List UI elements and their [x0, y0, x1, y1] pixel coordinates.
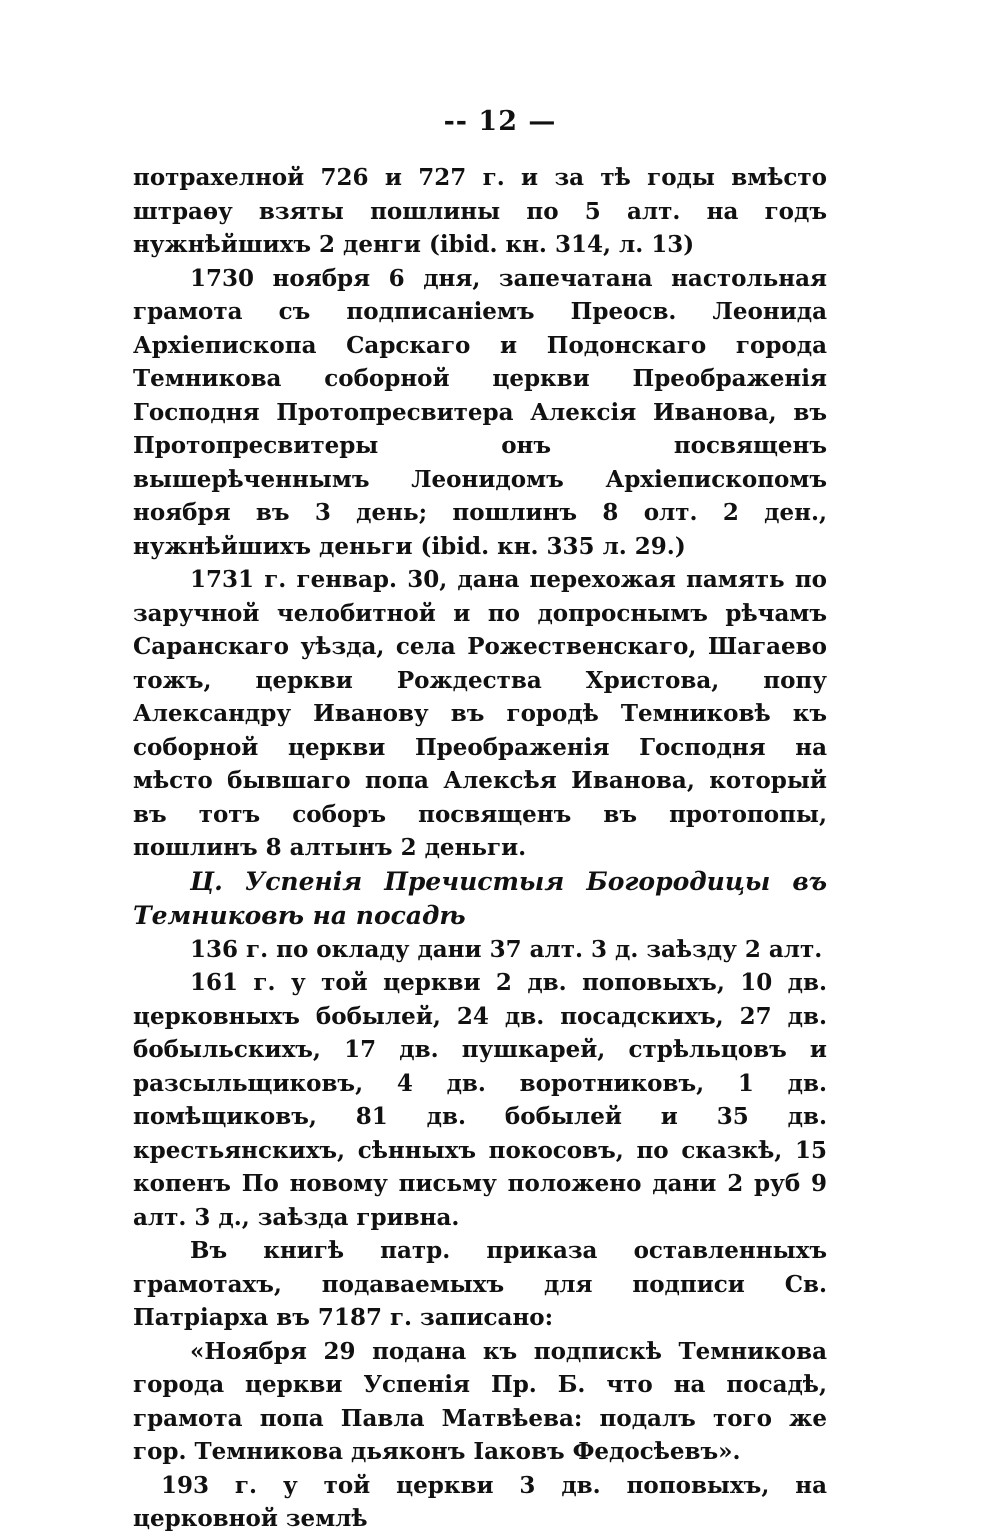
quoted-paragraph: «Ноября 29 подана къ подпискѣ Темникова города церкви Успенія Пр. Б. что на посадѣ, грамота попа Павла Матвѣева: подалъ того же гор. Темникова дьяконъ Іаковъ Федосѣевъ». — [133, 1337, 827, 1465]
paragraph-7: 193 г. у той церкви 3 дв. поповыхъ, на церковной землѣ — [133, 1471, 827, 1532]
page-number: -- 12 — — [443, 106, 557, 137]
paragraph-6: Въ книгѣ патр. приказа оставленныхъ грамотахъ, подаваемыхъ для подписи Св. Патріарха въ 7187 г. записано: — [133, 1237, 827, 1331]
paragraph-1: потрахелной 726 и 727 г. и за тѣ годы вмѣсто штраѳу взяты пошлины по 5 алт. на годъ нужнѣйшихъ 2 денги (ibid. кн. 314, л. 13) — [133, 164, 827, 258]
paragraph-5: 161 г. у той церкви 2 дв. поповыхъ, 10 дв. церковныхъ бобылей, 24 дв. посадскихъ, 27 дв. бобыльскихъ, 17 дв. пушкарей, стрѣльцовъ и разсыльщиковъ, 4 дв. воротниковъ, 1 дв. помѣщиковъ, 81 дв. бобылей и 35 дв. крестьянскихъ, сѣнныхъ покосовъ, по сказкѣ, 15 копенъ По новому письму положено дани 2 руб 9 алт. 3 д., заѣзда гривна. — [133, 969, 827, 1231]
section-heading: Ц. Успенія Пречистыя Богородицы въ Темниковѣ на посадѣ — [133, 866, 827, 930]
paragraph-3: 1731 г. генвар. 30, дана перехожая память по заручной челобитной и по допроснымъ рѣчамъ Саранскаго уѣзда, села Рожественскаго, Шагаево тожъ, церкви Рождества Христова, попу Александру Иванову въ городѣ Темниковѣ къ соборной церкви Преображенія Господня на мѣсто бывшаго попа Алексѣя Иванова, который въ тотъ соборъ посвященъ въ протопопы, пошлинъ 8 алтынъ 2 деньги. — [133, 566, 827, 861]
paragraph-2: 1730 ноября 6 дня, запечатана настольная грамота съ подписаніемъ Преосв. Леонида Архіепископа Сарскаго и Подонскаго города Темникова соборной церкви Преображенія Господня Протопресвитера Алексія Иванова, въ Протопресвитеры онъ посвященъ вышерѣченнымъ Леонидомъ Архіепископомъ ноября въ 3 день; пошлинъ 8 олт. 2 ден., нужнѣйшихъ деньги (ibid. кн. 335 л. 29.) — [133, 264, 827, 560]
paragraph-4: 136 г. по окладу дани 37 алт. 3 д. заѣзду 2 алт. — [190, 935, 823, 963]
document-body — [133, 161, 827, 1536]
